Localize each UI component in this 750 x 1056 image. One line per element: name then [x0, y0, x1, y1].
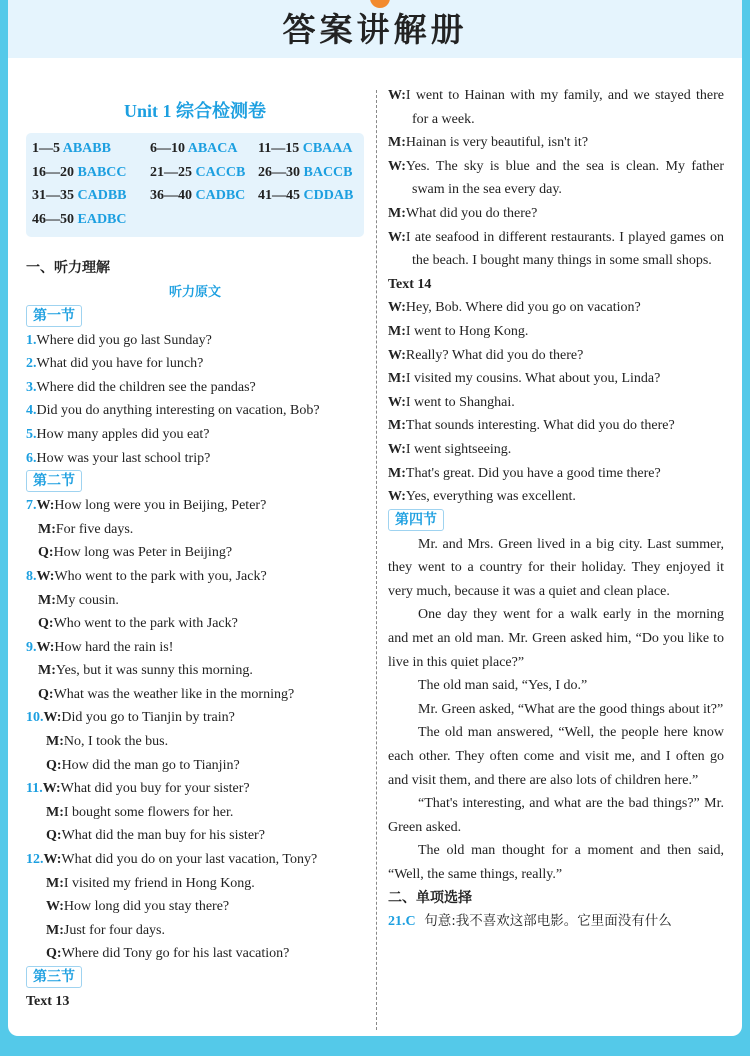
dialogue-text: That sounds interesting. What did you do there? [405, 418, 675, 434]
answer-range: 21—25 [150, 164, 192, 180]
answer-letters: CBAAA [302, 141, 353, 156]
paragraph: The old man answered, “Well, the people here know each other. They often come and visit me, and I often go and visit them, and there are also lots of children here.” [388, 725, 724, 788]
dialogue-text: Where did Tony go for his last vacation? [61, 946, 290, 962]
speaker-label: W: [43, 852, 62, 868]
answer-key-box [26, 133, 364, 237]
speaker-label: W: [388, 441, 406, 457]
answer-range: 46—50 [32, 211, 74, 227]
text14-dialogue [388, 296, 724, 508]
dialogue-line [388, 131, 724, 155]
dialogue-line [26, 872, 364, 896]
speaker-label: Q: [46, 757, 62, 773]
answer-letters: BABCC [77, 164, 127, 180]
listening-transcript-heading: 听力原文 [168, 284, 221, 300]
dialogue-line [26, 589, 364, 613]
speaker-label: W: [388, 489, 406, 505]
dialogue-line [388, 202, 724, 226]
dialogue-text: How hard the rain is! [54, 639, 174, 655]
dialogue-line [388, 462, 724, 486]
answer-letters: ABACA [187, 141, 238, 156]
speaker-label: W: [43, 710, 62, 726]
part-tag-1: 第一节 [26, 305, 82, 327]
paragraph: Mr. and Mrs. Green lived in a big city. Last summer, they went to a country for their holiday. They enjoyed it very much, because it was a quiet and clean place. [388, 536, 724, 599]
speaker-label: M: [388, 371, 406, 387]
question-number: 8. [26, 568, 37, 584]
dialogue-text: I ate seafood in different restaurants. I played games on the beach. I bought many things in some small shops. [405, 229, 724, 269]
dialogue-text: What did the man buy for his sister? [61, 828, 265, 844]
speaker-label: Q: [46, 828, 62, 844]
part-tag-3: 第三节 [26, 966, 82, 988]
dialogue-text: I went to Hainan with my family, and we stayed there for a week. [405, 88, 724, 127]
question-item [26, 423, 364, 447]
speaker-label: W: [388, 300, 406, 316]
explanation-text: 句意:我不喜欢这部电影。它里面没有什么 [424, 913, 672, 930]
dialogue-text: No, I took the bus. [63, 734, 169, 750]
dialogue-text: What was the weather like in the morning? [53, 686, 295, 702]
dialogue-text: What did you do there? [405, 205, 538, 221]
dialogue-line [388, 226, 724, 273]
answer-group [32, 161, 150, 185]
dialogue-line [26, 494, 364, 518]
paragraph: One day they went for a walk early in the morning and met an old man. Mr. Green asked him, “Do you like to live in this quiet place?” [388, 607, 724, 670]
column-divider [376, 90, 377, 1030]
dialogue-line [388, 391, 724, 415]
section-heading-single-choice: 二、单项选择 [388, 889, 472, 906]
speaker-label: M: [46, 804, 64, 820]
question-number: 4. [26, 403, 37, 419]
speaker-label: W: [36, 568, 55, 584]
dialogue-line [388, 438, 724, 462]
question-number: 12. [26, 852, 44, 868]
question-item [26, 352, 364, 376]
dialogue-text: What did you buy for your sister? [60, 781, 250, 797]
speaker-label: Q: [46, 946, 62, 962]
dialogue-text: I went sightseeing. [405, 441, 512, 457]
dialogue-line [26, 848, 364, 872]
answer-letters: CADBC [195, 188, 246, 204]
dialogue-text: How did the man go to Tianjin? [61, 757, 240, 773]
dialogue-text: What did you do on your last vacation, Tony? [61, 852, 318, 868]
dialogue-text: That's great. Did you have a good time there? [405, 465, 661, 481]
dialogue-line [26, 612, 364, 636]
answer-letters: ABABB [62, 141, 111, 156]
right-column [388, 84, 724, 934]
answer-letters: CADBB [77, 188, 127, 204]
speaker-label: M: [388, 205, 406, 221]
section-heading-listening: 一、听力理解 [26, 260, 110, 277]
question-number: 2. [26, 356, 37, 372]
speaker-label: Q: [38, 545, 54, 561]
question-21-explanation [388, 910, 724, 934]
speaker-label: Q: [38, 686, 54, 702]
answer-range: 1—5 [32, 141, 60, 156]
speaker-label: M: [388, 323, 406, 339]
paragraph: The old man thought for a moment and then said, “Well, the same things, really.” [388, 843, 724, 882]
dialogue-line [388, 320, 724, 344]
dialogue-line [26, 754, 364, 778]
speaker-label: M: [38, 663, 56, 679]
dialogue-line [26, 659, 364, 683]
answer-letters: EADBC [77, 211, 127, 227]
answer-group [150, 184, 258, 208]
speaker-label: M: [46, 922, 64, 938]
dialogue-line [388, 367, 724, 391]
dialogue-line [26, 777, 364, 801]
answer-group [32, 208, 150, 232]
question-number: 21.C [388, 914, 416, 930]
speaker-label: W: [388, 88, 406, 103]
answer-range: 26—30 [258, 164, 300, 180]
left-column [26, 84, 364, 1014]
dialogue-line [26, 824, 364, 848]
dialogue-text: How long were you in Beijing, Peter? [54, 498, 267, 514]
part2-list [26, 494, 364, 966]
dialogue-text: Who went to the park with you, Jack? [54, 568, 267, 584]
question-text: What did you have for lunch? [36, 356, 204, 372]
answer-group [258, 161, 356, 185]
dialogue-line [388, 155, 724, 202]
dialogue-line [26, 518, 364, 542]
dialogue-text: Did you go to Tianjin by train? [61, 710, 235, 726]
question-text: How many apples did you eat? [36, 426, 210, 442]
dialogue-line [26, 683, 364, 707]
answer-group [258, 137, 356, 161]
answer-range: 31—35 [32, 188, 74, 204]
question-item [26, 376, 364, 400]
question-text: Where did you go last Sunday? [36, 332, 212, 348]
speaker-label: W: [388, 229, 406, 245]
question-number: 5. [26, 426, 37, 442]
dialogue-line [388, 344, 724, 368]
speaker-label: M: [46, 734, 64, 750]
dialogue-line [388, 414, 724, 438]
answer-letters: BACCB [303, 164, 353, 180]
paragraph: Mr. Green asked, “What are the good things about it?” [418, 701, 724, 717]
speaker-label: Q: [38, 616, 54, 632]
speaker-label: W: [36, 498, 55, 514]
text-14-label: Text 14 [388, 276, 432, 292]
dialogue-text: Just for four days. [63, 922, 165, 938]
answer-group [150, 161, 258, 185]
speaker-label: W: [46, 899, 64, 915]
speaker-label: W: [42, 781, 61, 797]
speaker-label: M: [388, 135, 406, 151]
dialogue-line [388, 296, 724, 320]
dialogue-line [26, 942, 364, 966]
dialogue-line [26, 919, 364, 943]
part-tag-2: 第二节 [26, 470, 82, 492]
dialogue-text: How long did you stay there? [63, 899, 230, 915]
paragraph: The old man said, “Yes, I do.” [418, 678, 588, 694]
question-number: 6. [26, 450, 37, 466]
speaker-label: M: [388, 418, 406, 434]
dialogue-line [26, 706, 364, 730]
question-item [26, 399, 364, 423]
answer-letters: CDDAB [303, 188, 354, 204]
answer-group [150, 137, 258, 161]
dialogue-text: I went to Shanghai. [405, 394, 515, 410]
question-number: 10. [26, 710, 44, 726]
speaker-label: W: [388, 347, 406, 363]
speaker-label: M: [46, 875, 64, 891]
answer-group [32, 137, 150, 161]
text13-dialogue [388, 84, 724, 273]
speaker-label: M: [38, 521, 56, 537]
answer-group [32, 184, 150, 208]
dialogue-text: Yes. The sky is blue and the sea is clean. My father swam in the sea every day. [405, 158, 724, 198]
dialogue-text: My cousin. [55, 592, 119, 608]
dialogue-text: I went to Hong Kong. [405, 323, 529, 339]
answer-range: 11—15 [258, 141, 300, 156]
dialogue-text: I visited my cousins. What about you, Linda? [405, 371, 661, 387]
question-text: Did you do anything interesting on vacation, Bob? [36, 403, 320, 419]
dialogue-text: Hey, Bob. Where did you go on vacation? [405, 300, 641, 316]
dialogue-line [26, 565, 364, 589]
dialogue-line [388, 485, 724, 509]
question-item [26, 329, 364, 353]
dialogue-text: Hainan is very beautiful, isn't it? [405, 135, 589, 151]
answer-range: 6—10 [150, 141, 185, 156]
question-text: How was your last school trip? [36, 450, 211, 466]
dialogue-text: I visited my friend in Hong Kong. [63, 875, 255, 891]
passage [388, 533, 724, 887]
dialogue-line [26, 636, 364, 660]
question-number: 11. [26, 781, 43, 797]
speaker-label: W: [36, 639, 55, 655]
text-13-label: Text 13 [26, 994, 70, 1009]
part-tag-4: 第四节 [388, 509, 444, 531]
question-text: Where did the children see the pandas? [36, 379, 256, 395]
dialogue-line [26, 801, 364, 825]
question-number: 1. [26, 332, 37, 348]
dialogue-text: Who went to the park with Jack? [53, 616, 238, 632]
dialogue-text: How long was Peter in Beijing? [53, 545, 233, 561]
question-item [26, 447, 364, 471]
speaker-label: W: [388, 394, 406, 410]
answer-range: 16—20 [32, 164, 74, 180]
answer-range: 41—45 [258, 188, 300, 204]
speaker-label: M: [388, 465, 406, 481]
paragraph: “That's interesting, and what are the bad things?” Mr. Green asked. [388, 796, 724, 835]
dialogue-text: Yes, everything was excellent. [405, 489, 576, 505]
answer-letters: CACCB [195, 164, 246, 180]
speaker-label: M: [38, 592, 56, 608]
answer-group [258, 184, 356, 208]
page-title: 答案讲解册 [282, 10, 468, 49]
dialogue-text: Yes, but it was sunny this morning. [55, 663, 253, 679]
speaker-label: W: [388, 158, 406, 174]
answer-range: 36—40 [150, 188, 192, 204]
unit-title: Unit 1 综合检测卷 [123, 101, 266, 121]
question-number: 3. [26, 379, 37, 395]
dialogue-line [26, 541, 364, 565]
dialogue-text: For five days. [55, 521, 134, 537]
dialogue-text: I bought some flowers for her. [63, 804, 234, 820]
dialogue-text: Really? What did you do there? [405, 347, 584, 363]
dialogue-line [388, 84, 724, 131]
question-number: 7. [26, 498, 37, 514]
dialogue-line [26, 895, 364, 919]
dialogue-line [26, 730, 364, 754]
part1-list [26, 329, 364, 471]
question-number: 9. [26, 639, 37, 655]
